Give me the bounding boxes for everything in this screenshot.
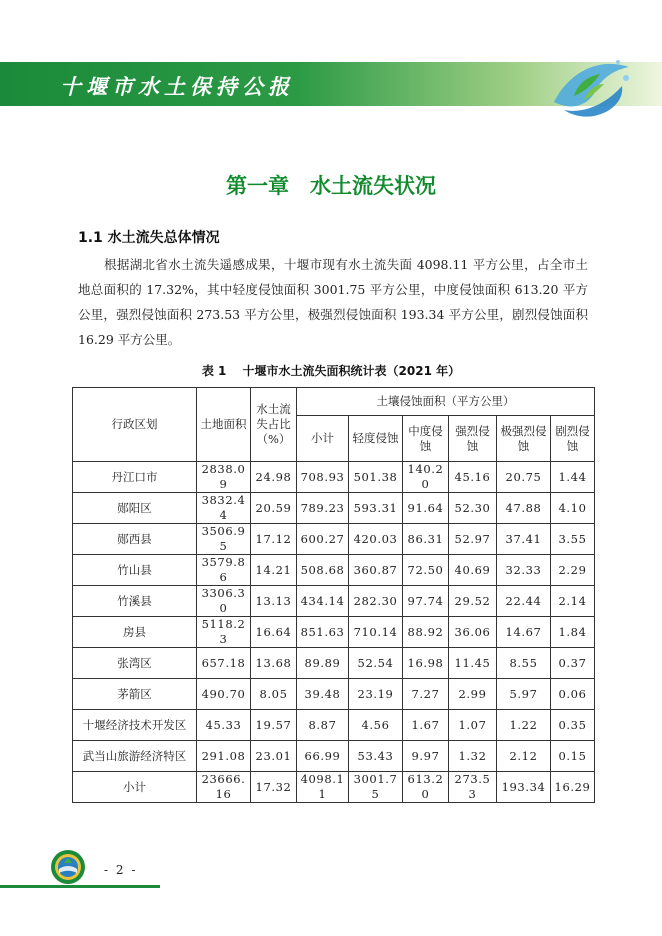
erosion-statistics-table (72, 387, 595, 803)
cell-land-area: 3506.95 (197, 524, 251, 555)
water-splash-logo-icon (544, 52, 636, 120)
cell-moderate: 140.20 (403, 462, 449, 493)
cell-ratio: 24.98 (251, 462, 297, 493)
header-extreme: 极强烈侵蚀 (497, 416, 551, 462)
header-land-area: 土地面积 (197, 388, 251, 462)
cell-region: 张湾区 (73, 648, 197, 679)
header-subtotal: 小计 (297, 416, 349, 462)
cell-moderate: 72.50 (403, 555, 449, 586)
cell-severe: 0.37 (551, 648, 595, 679)
chapter-title: 第一章 水土流失状况 (226, 174, 436, 198)
cell-severe: 0.35 (551, 710, 595, 741)
cell-region: 茅箭区 (73, 679, 197, 710)
cell-intense: 1.32 (449, 741, 497, 772)
cell-light: 4.56 (349, 710, 403, 741)
cell-land-area: 657.18 (197, 648, 251, 679)
cell-land-area: 490.70 (197, 679, 251, 710)
cell-region: 小计 (73, 772, 197, 803)
cell-moderate: 86.31 (403, 524, 449, 555)
cell-light: 23.19 (349, 679, 403, 710)
header-moderate: 中度侵蚀 (403, 416, 449, 462)
cell-extreme: 1.22 (497, 710, 551, 741)
cell-ratio: 20.59 (251, 493, 297, 524)
cell-land-area: 23666.16 (197, 772, 251, 803)
cell-ratio: 17.12 (251, 524, 297, 555)
cell-subtotal: 66.99 (297, 741, 349, 772)
cell-land-area: 45.33 (197, 710, 251, 741)
cell-extreme: 5.97 (497, 679, 551, 710)
table-row (73, 555, 595, 586)
header-title: 十堰市水土保持公报 (60, 74, 294, 99)
cell-extreme: 14.67 (497, 617, 551, 648)
table-total-row (73, 772, 595, 803)
cell-region: 竹山县 (73, 555, 197, 586)
page-number: - 2 - (104, 863, 138, 877)
cell-ratio: 14.21 (251, 555, 297, 586)
header-intense: 强烈侵蚀 (449, 416, 497, 462)
cell-subtotal: 600.27 (297, 524, 349, 555)
cell-light: 282.30 (349, 586, 403, 617)
cell-region: 十堰经济技术开发区 (73, 710, 197, 741)
cell-subtotal: 789.23 (297, 493, 349, 524)
cell-extreme: 37.41 (497, 524, 551, 555)
cell-land-area: 3579.86 (197, 555, 251, 586)
cell-moderate: 97.74 (403, 586, 449, 617)
cell-moderate: 91.64 (403, 493, 449, 524)
cell-moderate: 7.27 (403, 679, 449, 710)
cell-intense: 1.07 (449, 710, 497, 741)
cell-ratio: 17.32 (251, 772, 297, 803)
cell-intense: 36.06 (449, 617, 497, 648)
cell-severe: 2.29 (551, 555, 595, 586)
cell-region: 郧西县 (73, 524, 197, 555)
cell-light: 593.31 (349, 493, 403, 524)
cell-ratio: 19.57 (251, 710, 297, 741)
cell-light: 53.43 (349, 741, 403, 772)
body-paragraph: 根据湖北省水土流失遥感成果，十堰市现有水土流失面 4098.11 平方公里，占全市土地总面积的 17.32%，其中轻度侵蚀面积 3001.75 平方公里，中度侵蚀面积 613.20 平方公里，强烈侵蚀面积 273.53 平方公里，极强烈侵蚀面积 193.34 平方公里，剧烈侵蚀面积 16.29 平方公里。 (78, 257, 588, 347)
footer-rule (0, 885, 160, 888)
cell-severe: 16.29 (551, 772, 595, 803)
table-row (73, 710, 595, 741)
cell-extreme: 20.75 (497, 462, 551, 493)
cell-intense: 11.45 (449, 648, 497, 679)
table-row (73, 462, 595, 493)
cell-ratio: 13.68 (251, 648, 297, 679)
cell-light: 52.54 (349, 648, 403, 679)
table-row (73, 617, 595, 648)
cell-ratio: 13.13 (251, 586, 297, 617)
header-erosion-group: 土壤侵蚀面积（平方公里） (297, 388, 595, 416)
cell-extreme: 8.55 (497, 648, 551, 679)
table-row (73, 648, 595, 679)
cell-ratio: 8.05 (251, 679, 297, 710)
section-heading: 1.1 水土流失总体情况 (78, 230, 220, 246)
cell-intense: 52.30 (449, 493, 497, 524)
cell-extreme: 47.88 (497, 493, 551, 524)
cell-intense: 40.69 (449, 555, 497, 586)
cell-moderate: 1.67 (403, 710, 449, 741)
cell-region: 郧阳区 (73, 493, 197, 524)
cell-severe: 4.10 (551, 493, 595, 524)
cell-intense: 2.99 (449, 679, 497, 710)
table-row (73, 679, 595, 710)
cell-subtotal: 39.48 (297, 679, 349, 710)
cell-subtotal: 508.68 (297, 555, 349, 586)
cell-subtotal: 89.89 (297, 648, 349, 679)
table-caption: 表 1 十堰市水土流失面积统计表（2021 年） (201, 364, 461, 378)
cell-land-area: 3306.30 (197, 586, 251, 617)
cell-moderate: 613.20 (403, 772, 449, 803)
cell-extreme: 2.12 (497, 741, 551, 772)
cell-region: 房县 (73, 617, 197, 648)
cell-light: 3001.75 (349, 772, 403, 803)
cell-intense: 29.52 (449, 586, 497, 617)
cell-severe: 3.55 (551, 524, 595, 555)
table-row (73, 586, 595, 617)
cell-extreme: 22.44 (497, 586, 551, 617)
cell-intense: 273.53 (449, 772, 497, 803)
cell-land-area: 2838.09 (197, 462, 251, 493)
cell-severe: 0.15 (551, 741, 595, 772)
cell-severe: 1.44 (551, 462, 595, 493)
cell-intense: 45.16 (449, 462, 497, 493)
emblem-logo-icon (50, 849, 86, 885)
cell-ratio: 16.64 (251, 617, 297, 648)
cell-subtotal: 8.87 (297, 710, 349, 741)
cell-light: 420.03 (349, 524, 403, 555)
header-light: 轻度侵蚀 (349, 416, 403, 462)
cell-intense: 52.97 (449, 524, 497, 555)
table-row (73, 524, 595, 555)
cell-moderate: 88.92 (403, 617, 449, 648)
cell-light: 501.38 (349, 462, 403, 493)
cell-land-area: 5118.23 (197, 617, 251, 648)
cell-light: 710.14 (349, 617, 403, 648)
cell-light: 360.87 (349, 555, 403, 586)
cell-region: 丹江口市 (73, 462, 197, 493)
cell-subtotal: 4098.11 (297, 772, 349, 803)
cell-severe: 1.84 (551, 617, 595, 648)
cell-land-area: 291.08 (197, 741, 251, 772)
cell-extreme: 32.33 (497, 555, 551, 586)
cell-severe: 2.14 (551, 586, 595, 617)
cell-ratio: 23.01 (251, 741, 297, 772)
cell-extreme: 193.34 (497, 772, 551, 803)
cell-subtotal: 708.93 (297, 462, 349, 493)
table-row (73, 493, 595, 524)
cell-moderate: 16.98 (403, 648, 449, 679)
table-row (73, 741, 595, 772)
cell-region: 竹溪县 (73, 586, 197, 617)
cell-subtotal: 434.14 (297, 586, 349, 617)
header-region: 行政区划 (73, 388, 197, 462)
cell-subtotal: 851.63 (297, 617, 349, 648)
cell-moderate: 9.97 (403, 741, 449, 772)
cell-land-area: 3832.44 (197, 493, 251, 524)
header-severe: 剧烈侵蚀 (551, 416, 595, 462)
cell-severe: 0.06 (551, 679, 595, 710)
header-loss-ratio: 水土流失占比（%） (251, 388, 297, 462)
cell-region: 武当山旅游经济特区 (73, 741, 197, 772)
